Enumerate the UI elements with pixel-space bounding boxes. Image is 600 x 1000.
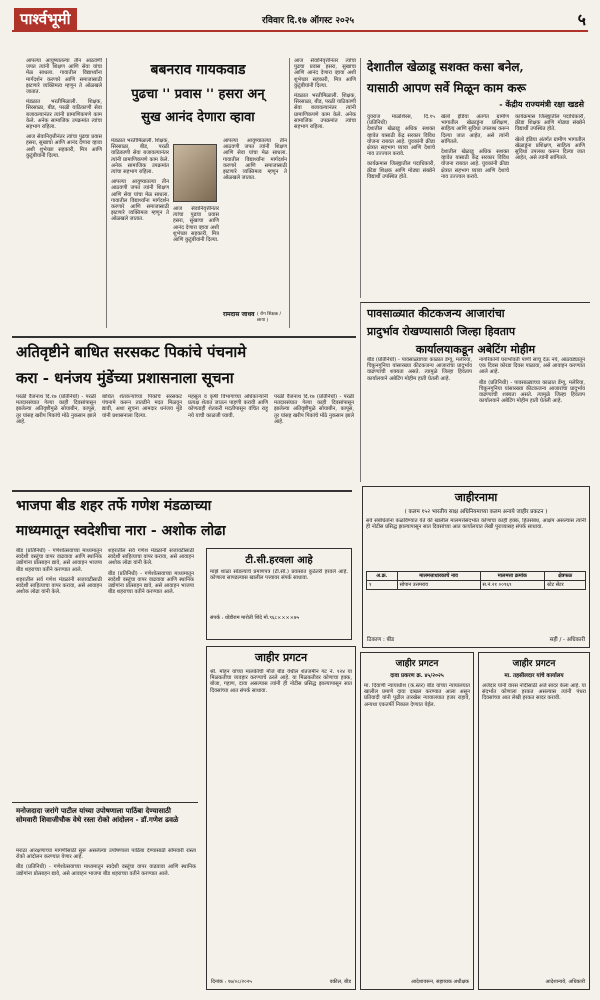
issue-date: रविवार दि.१७ ऑगस्ट २०२५: [262, 16, 355, 26]
masthead: [12, 6, 588, 32]
article5-subheadline: मनोजदादा जरांगे पाटील यांच्या उपोषणाला पाठिंबा देण्यासाठी सोमवारी शिवाजीचौक वेथे रस्ता रोको आंदोलन - डॉ.गणेश ढवळे: [16, 806, 179, 824]
notice1-title: जाहीरनामा: [454, 491, 498, 504]
article3: [360, 302, 590, 482]
article4-body-col4: परळी वैजनाथ दि.१७ (प्रतिनिधी) - परळी मतदारसंघात गेल्या काही दिवसांपासून झालेल्या अतिवृष्टीमुळे सोयाबीन, कापूस, तूर यांसह खरीप पिकांचे मोठे नुकसान झाले आहे.: [274, 394, 354, 425]
newspaper-title: पार्श्वभूमी: [14, 8, 77, 30]
notice-prakatan-2: [360, 652, 474, 990]
notice4-body: अर्जदार यांनी वारस नोंदीसाठी अर्ज सादर केला आहे. या संदर्भात कोणाला हरकत असल्यास त्यांनी पंधरा दिवसांच्या आत लेखी हरकत सादर करावी.: [482, 683, 586, 702]
article3-body-col1: बीड (प्रतिनिधी) - पावसाळ्याच्या काळात डेंग्यू, मलेरिया, चिकुनगुनिया यांसारख्या कीटकजन्य आजारांचा प्रादुर्भाव वाढण्याची शक्यता असते. त्यामुळे जिल्हा हिवताप कार्यालयाने अबेटिंग मोहीम हाती घेतली आहे.: [367, 357, 472, 382]
notice3-footer: आदेशावरून, सहाय्यक अधीक्षक: [411, 979, 469, 985]
article2-body-col3: कार्यक्रमास जिल्ह्यातील पदाधिकारी, क्रीडा शिक्षक आणि मोठ्या संख्येने विद्यार्थी उपस्थित होते. खेलो इंडिया अंतर्गत ग्रामीण भागातील खेळाडूंना प्रशिक्षण, साहित्य आणि सुविधा उपलब्ध करून दिल्या जात आहेत, असे त्यांनी सांगितले.: [515, 114, 585, 162]
notice3-body: मा. दिवाणी न्यायाधीश (क.स्तर) बीड यांच्या न्यायालयात खालील प्रमाणे दावा दाखल करण्यात आला असून प्रतिवादी यांनी पुढील तारखेस न्यायालयात हजर राहावे, अन्यथा एकतर्फी निकाल देण्यात येईल.: [364, 683, 470, 708]
article4-headline-2: करा - धनंजय मुंडेंच्या प्रशासनाला सूचना: [16, 369, 234, 387]
article2-body-col2: खेलो इंडिया अंतर्गत ग्रामीण भागातील खेळाडूंना प्रशिक्षण, साहित्य आणि सुविधा उपलब्ध करून दिल्या जात आहेत, असे त्यांनी सांगितले. देशातील खेळाडू अधिक सशक्त व्हावेत यासाठी केंद्र सरकार विविध योजना राबवत आहे. युवकांनी क्रीडा क्षेत्रात सहभाग घ्यावा आणि देशाचे नाव उज्ज्वल करावे.: [441, 114, 509, 180]
notice3-subtitle: दावा प्रकरण क्र. ४५/२०२५: [390, 673, 444, 679]
notice4-title: जाहीर प्रगटन: [512, 659, 556, 669]
notice1-th-2: मालमत्ताधारकाचे नाव: [397, 572, 480, 581]
article1-headline-3: सुख आनंद देणारा व्हावा: [141, 110, 255, 125]
article1-continuation: आज सेवानिवृत्तीनंतर त्यांचा पुढचा प्रवास हसरा, सुखाचा आणि आनंद देणारा व्हावा अशी शुभेच्छा सहकारी, मित्र आणि कुटुंबीयांनी दिल्या. मंडळात भरतीमिळाली. शिक्षक, सिरसाळा, बीड, परळी याठिकाणी सेवा बजावल्यानंतर त्यांनी प्रामाणिकपणे काम केले. अनेक सामाजिक उपक्रमांत त्यांचा सहभाग राहिला.: [294, 58, 356, 131]
article1-body-col1: मंडळात भरतीमिळाली. शिक्षक, सिरसाळा, बीड, परळी याठिकाणी सेवा बजावल्यानंतर त्यांनी प्रामाणिकपणे काम केले. अनेक सामाजिक उपक्रमांत त्यांचा सहभाग राहिला. आपल्या आयुष्यातल्या तीन आठवणी जपत त्यांनी शिक्षण आणि सेवा यांचा मेळ साधला. गावातील विद्यार्थ्यांना मार्गदर्शन करणारे आणि समाजासाठी झटणारे व्यक्तिमत्व म्हणून ते ओळखले जातात.: [111, 138, 169, 223]
article1-author: रामदास जाधव: [223, 311, 255, 318]
notice3-title: जाहीर प्रगटन: [395, 659, 439, 669]
article3-headline-2: प्रादुर्भाव रोखण्यासाठी जिल्हा हिवताप: [367, 325, 516, 338]
notice-prakatan-1: [206, 646, 356, 990]
article1: [106, 58, 290, 328]
notice4-subtitle: मा. तहसीलदार यांचे कार्यालय: [504, 673, 564, 679]
article5-body-col1: बीड (प्रतिनिधी) - गणेशोत्सवाच्या माध्यमातून स्वदेशी वस्तूंचा वापर वाढवावा आणि स्थानिक उद्योगांना प्रोत्साहन द्यावे, असे आवाहन भाजपा बीड शहराच्या वतीने करण्यात आले. शहरातील सर्व गणेश मंडळांनी सजावटीसाठी स्वदेशी साहित्याचा वापर करावा, असे आवाहन अशोक लोढा यांनी केले.: [16, 548, 102, 596]
article2: [360, 58, 590, 298]
notice1-td-3: स.नं.२१ ००९६९: [480, 581, 545, 590]
notice1-body: सर्व संबंधितांना कळविण्यात येते की खालील मालमत्तेसंदर्भात कोणाचा काही हक्क, हितसंबंध, आक्षेप असल्यास त्यांनी ही नोटीस प्रसिद्ध झाल्यापासून सात दिवसांच्या आत कार्यालयात लेखी पुराव्यासह संपर्क साधावा.: [366, 518, 586, 531]
notice2-footer-right: वकील, बीड: [329, 979, 351, 985]
ad-tc-contact: संपर्क : धोंडीराम मारोती शिंदे मो.९६८××××७५: [210, 615, 300, 621]
article2-headline-3: - केंद्रीय राज्यमंत्री रक्षा खडसे: [499, 99, 584, 109]
page-number: ५: [577, 10, 586, 29]
article3-headline-1: पावसाळ्यात कीटकजन्य आजारांचा: [367, 307, 505, 320]
article3-body-col2: नागरिकांनी घराभोवती पाणी साचू देऊ नये, आठवड्यातून एक दिवस कोरडा दिवस पाळावा, असे आवाहन करण्यात आले आहे. बीड (प्रतिनिधी) - पावसाळ्याच्या काळात डेंग्यू, मलेरिया, चिकुनगुनिया यांसारख्या कीटकजन्य आजारांचा प्रादुर्भाव वाढण्याची शक्यता असते. त्यामुळे जिल्हा हिवताप कार्यालयाने अबेटिंग मोहीम हाती घेतली आहे.: [479, 357, 585, 405]
notice1-td-2: सोपान उत्तमराव: [397, 581, 480, 590]
notice2-title: जाहीर प्रगटन: [254, 651, 308, 664]
notice-jahirnama: [362, 486, 590, 648]
notice4-footer: आदेशान्वये, अधिकारी: [545, 979, 585, 985]
article5-headline-2: माध्यमातून स्वदेशीचा नारा - अशोक लोढा: [16, 523, 226, 539]
article1-author-sub: ( रोग शिक्षक / छाया ): [257, 312, 282, 323]
notice1-footer-left: ठिकाण : बीड: [367, 637, 395, 643]
article2-headline-1: देशातील खेळाडू सशक्त कसा बनेल,: [367, 60, 524, 74]
article1-body-col2: आज सेवानिवृत्तीनंतर त्यांचा पुढचा प्रवास हसरा, सुखाचा आणि आनंद देणारा व्हावा अशी शुभेच्छा सहकारी, मित्र आणि कुटुंबीयांनी दिल्या.: [173, 206, 219, 244]
article1-column-left: आपल्या आयुष्यातल्या तीन आठवणी जपत त्यांनी शिक्षण आणि सेवा यांचा मेळ साधला. गावातील विद्यार्थ्यांना मार्गदर्शन करणारे आणि समाजासाठी झटणारे व्यक्तिमत्व म्हणून ते ओळखले जातात. मंडळात भरतीमिळाली. शिक्षक, सिरसाळा, बीड, परळी याठिकाणी सेवा बजावल्यानंतर त्यांनी प्रामाणिकपणे काम केले. अनेक सामाजिक उपक्रमांत त्यांचा सहभाग राहिला. आज सेवानिवृत्तीनंतर त्यांचा पुढचा प्रवास हसरा, सुखाचा आणि आनंद देणारा व्हावा अशी शुभेच्छा सहकारी, मित्र आणि कुटुंबीयांनी दिल्या.: [26, 58, 102, 159]
article1-headline-1: बबनराव गायकवाड: [150, 62, 246, 78]
ad-tc-lost: [206, 548, 352, 640]
article2-body-col1: युवराज माळशिरस, दि.१५ (प्रतिनिधी) देशातील खेळाडू अधिक सशक्त व्हावेत यासाठी केंद्र सरकार विविध योजना राबवत आहे. युवकांनी क्रीडा क्षेत्रात सहभाग घ्यावा आणि देशाचे नाव उज्ज्वल करावे. कार्यक्रमास जिल्ह्यातील पदाधिकारी, क्रीडा शिक्षक आणि मोठ्या संख्येने विद्यार्थी उपस्थित होते.: [367, 114, 435, 180]
article4-body-col3: महसूल व कृषी विभागाच्या अधिकाऱ्यांनी प्रत्यक्ष शेतात जाऊन पाहणी करावी आणि कोणताही शेतकरी मदतीपासून वंचित राहू नये याची काळजी घ्यावी.: [188, 394, 268, 419]
article4: [12, 336, 356, 486]
ad-tc-body: माझे शाळा सोडल्याचे प्रमाणपत्र (टी.सी.) प्रवासात कुठेतरी हरवले आहे. कोणाला सापडल्यास खालील पत्त्यावर संपर्क साधावा.: [210, 569, 348, 582]
article5-headline-1: भाजपा बीड शहर तर्फे गणेश मंडळाच्या: [16, 498, 212, 514]
article3-headline-3: कार्यालयाकडून अबेटिंग मोहीम: [415, 343, 536, 356]
article5-body-col2: शहरातील सर्व गणेश मंडळांनी सजावटीसाठी स्वदेशी साहित्याचा वापर करावा, असे आवाहन अशोक लोढा यांनी केले. बीड (प्रतिनिधी) - गणेशोत्सवाच्या माध्यमातून स्वदेशी वस्तूंचा वापर वाढवावा आणि स्थानिक उद्योगांना प्रोत्साहन द्यावे, असे आवाहन भाजपा बीड शहराच्या वतीने करण्यात आले.: [108, 548, 194, 596]
notice1-table: [366, 571, 586, 590]
notice1-th-1: अ.क्र.: [367, 572, 398, 581]
notice1-th-3: मालमत्ता क्रमांक: [480, 572, 545, 581]
notice1-td-4: स्टेट सेंटर: [545, 581, 586, 590]
notice-prakatan-3: [478, 652, 590, 990]
article5-subhead-box: [12, 802, 198, 842]
notice1-td-1: १: [367, 581, 398, 590]
notice1-subtitle: ( कलम १५२ भारतीय साक्ष अधिनियमाच्या कलम अन्वये जाहीर प्रकटन ): [404, 509, 548, 515]
article1-headline-2: पुढचा '' प्रवास '' हसरा अन्: [131, 87, 265, 102]
article1-body-col3: आपल्या आयुष्यातल्या तीन आठवणी जपत त्यांनी शिक्षण आणि सेवा यांचा मेळ साधला. गावातील विद्यार्थ्यांना मार्गदर्शन करणारे आणि समाजासाठी झटणारे व्यक्तिमत्व म्हणून ते ओळखले जातात.: [223, 138, 287, 182]
article2-headline-2: यासाठी आपण सर्वे मिळून काम करू: [367, 81, 526, 95]
article5-subhead-body: मराठा आरक्षणाच्या मागणीसाठी सुरू असलेल्या उपोषणाला पाठिंबा देण्यासाठी सोमवारी रास्ता रोको आंदोलन करण्यात येणार आहे. बीड (प्रतिनिधी) - गणेशोत्सवाच्या माध्यमातून स्वदेशी वस्तूंचा वापर वाढवावा आणि स्थानिक उद्योगांना प्रोत्साहन द्यावे, असे आवाहन भाजपा बीड शहराच्या वतीने करण्यात आले.: [16, 848, 196, 877]
article4-headline-1: अतिवृष्टीने बाधित सरसकट पिकांचे पंचनामे: [16, 343, 247, 361]
article4-body-col1: परळी वैजनाथ दि.१७ (प्रतिनिधी) - परळी मतदारसंघात गेल्या काही दिवसांपासून झालेल्या अतिवृष्टीमुळे सोयाबीन, कापूस, तूर यांसह खरीप पिकांचे मोठे नुकसान झाले आहे.: [16, 394, 96, 425]
ad-tc-title: टी.सी.हरवला आहे: [245, 555, 313, 566]
notice2-body: श्री. मोहन यांच्या मालकीची मौजे बीड येथील शेतजमीन गट नं. १२४ या मिळकतीचा व्यवहार करण्याचे ठरले आहे. या मिळकतीवर कोणाचा हक्क, बोजा, गहाण, दावा असल्यास त्यांनी ही नोटीस प्रसिद्ध झाल्यापासून सात दिवसांच्या आत संपर्क साधावा.: [210, 669, 352, 694]
notice1-footer-right: सही / - अधिकारी: [549, 637, 585, 643]
notice2-footer-left: दिनांक : १७/०८/२०२५: [211, 979, 252, 985]
article4-body-col2: बाधित शेतकऱ्यांच्या पिकांचे सरसकट पंचनामे करून तातडीने मदत मिळवून द्यावी, अशा सूचना आमदार धनंजय मुंडे यांनी प्रशासनाला दिल्या.: [102, 394, 182, 419]
author-photo: [173, 144, 217, 202]
notice1-th-4: क्षेत्रफळ: [545, 572, 586, 581]
